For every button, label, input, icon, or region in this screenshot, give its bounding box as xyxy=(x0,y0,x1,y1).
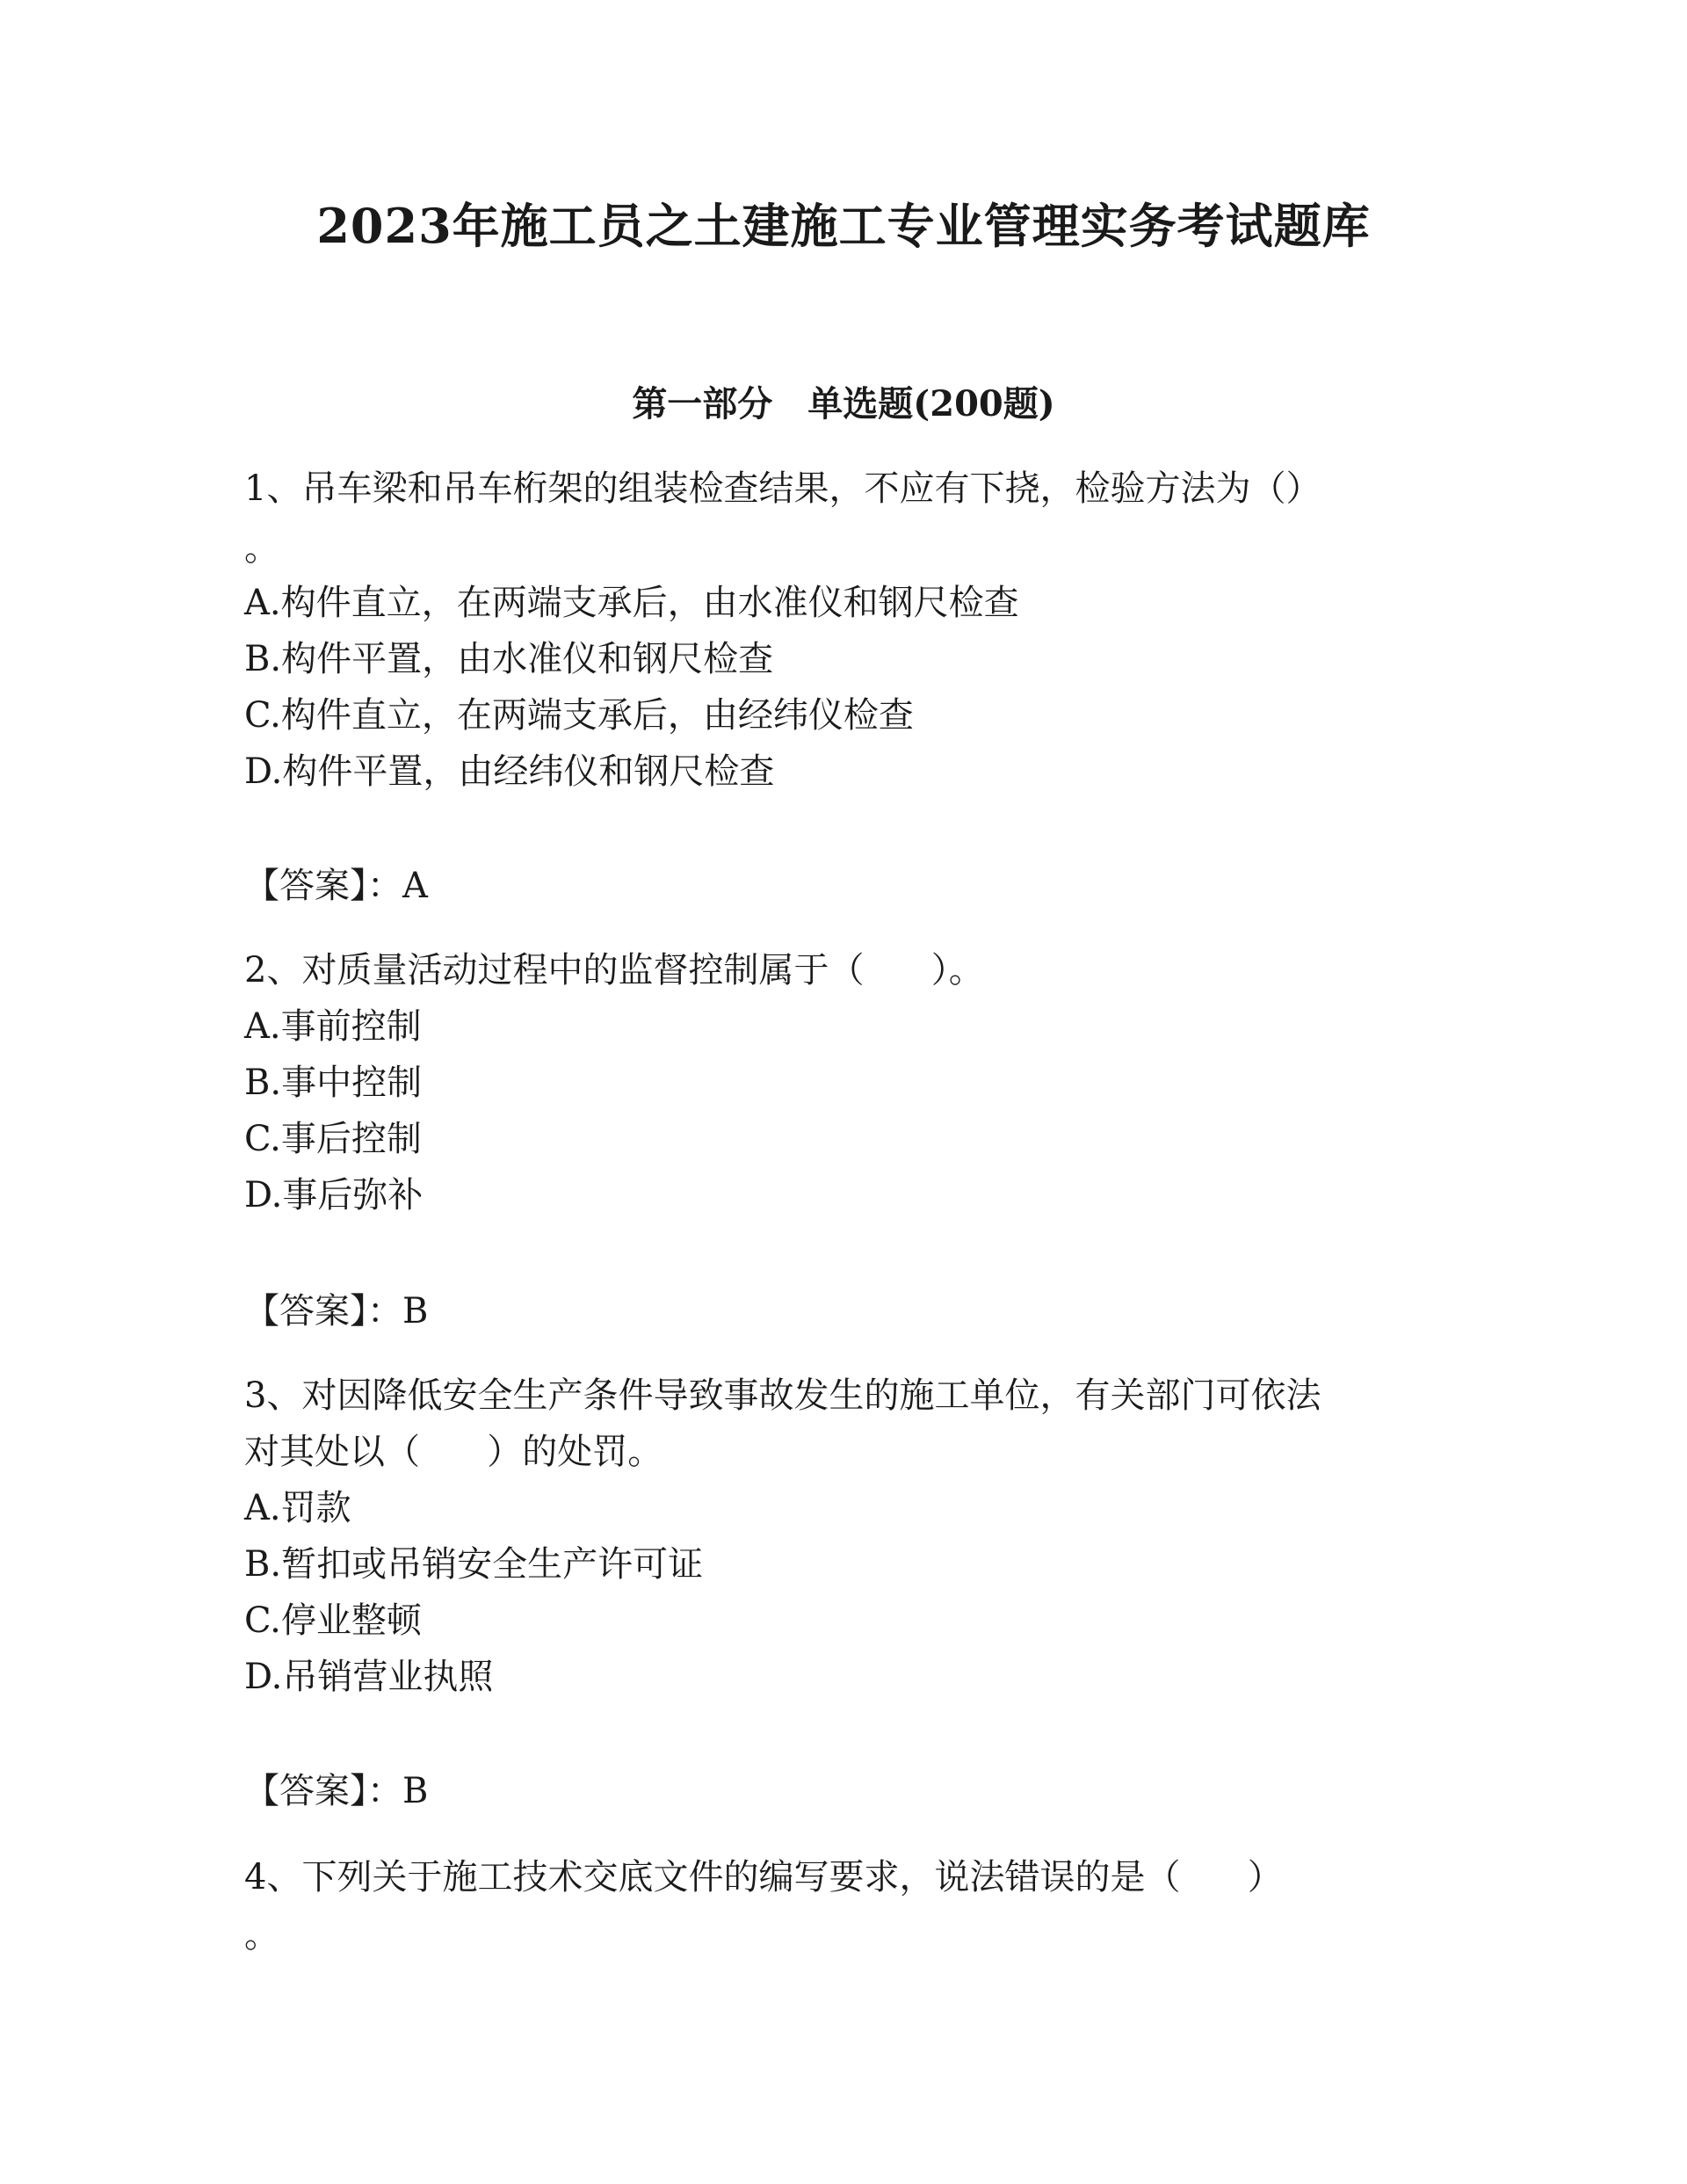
question-2-option-a: A.事前控制 xyxy=(244,1006,422,1047)
question-1-stem: 1、吊车梁和吊车桁架的组装检查结果，不应有下挠，检验方法为（） xyxy=(244,468,1321,509)
question-3-answer: 【答案】：B xyxy=(244,1771,429,1811)
question-1-answer: 【答案】：A xyxy=(244,866,428,906)
question-3-option-d: D.吊销营业执照 xyxy=(244,1657,494,1697)
document-title: 2023年施工员之土建施工专业管理实务考试题库 xyxy=(316,198,1371,254)
question-1-option-c: C.构件直立，在两端支承后，由经纬仪检查 xyxy=(244,695,914,736)
question-1-option-b: B.构件平置，由水准仪和钢尺检查 xyxy=(244,639,774,679)
question-1-option-a: A.构件直立，在两端支承后，由水准仪和钢尺检查 xyxy=(244,583,1019,623)
question-2-answer: 【答案】：B xyxy=(244,1291,429,1331)
question-2-option-d: D.事后弥补 xyxy=(244,1175,424,1215)
question-4-stem-continued: 。 xyxy=(244,1915,279,1955)
question-3-stem: 3、对因降低安全生产条件导致事故发生的施工单位，有关部门可依法 xyxy=(244,1375,1321,1416)
question-3-option-a: A.罚款 xyxy=(244,1488,351,1528)
question-2-option-b: B.事中控制 xyxy=(244,1063,423,1103)
question-1-stem-continued: 。 xyxy=(244,528,279,569)
question-2-stem: 2、对质量活动过程中的监督控制属于（ ）。 xyxy=(244,950,984,990)
question-3-stem-continued: 对其处以（ ）的处罚。 xyxy=(244,1432,663,1472)
question-3-option-b: B.暂扣或吊销安全生产许可证 xyxy=(244,1544,704,1585)
section-title: 第一部分 单选题(200题) xyxy=(632,383,1055,424)
question-2-option-c: C.事后控制 xyxy=(244,1119,422,1159)
question-3-option-c: C.停业整顿 xyxy=(244,1600,422,1641)
question-4-stem: 4、下列关于施工技术交底文件的编写要求，说法错误的是（ ） xyxy=(244,1857,1283,1897)
question-1-option-d: D.构件平置，由经纬仪和钢尺检查 xyxy=(244,751,775,792)
